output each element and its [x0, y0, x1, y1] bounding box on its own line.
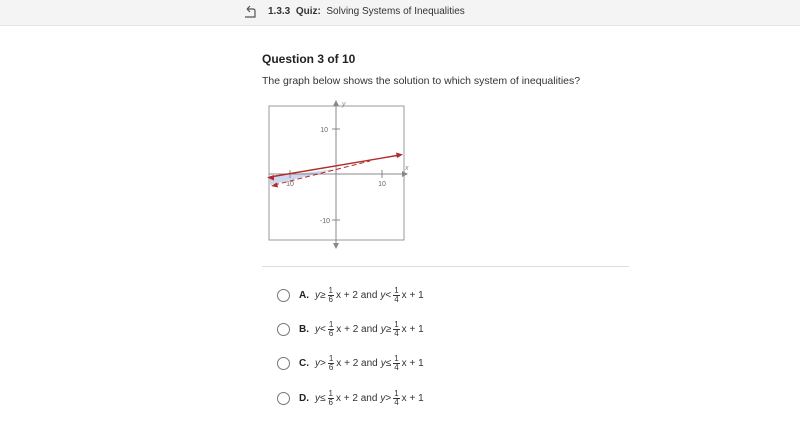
choice-letter: C.	[299, 357, 309, 369]
choice-c[interactable]	[277, 351, 424, 375]
choice-expression: y > $\frac{1}{6}$ x + 2 and y ≤ $\frac{1}{4}$ x + 1	[315, 353, 424, 372]
y-tick-label-pos: 10	[320, 127, 328, 134]
x-axis-label: x	[405, 165, 409, 172]
quiz-title: Solving Systems of Inequalities	[326, 6, 465, 17]
question-prompt: The graph below shows the solution to which system of inequalities?	[262, 75, 581, 87]
choice-letter: D.	[299, 392, 309, 404]
choice-expression: y ≥ $\frac{1}{6}$ x + 2 and y < $\frac{1}{4}$ x + 1	[315, 285, 424, 304]
divider	[262, 266, 629, 267]
y-tick-label-neg: -10	[319, 218, 330, 225]
choice-letter: B.	[299, 323, 309, 335]
choice-b[interactable]	[277, 317, 424, 341]
fraction: $\frac{1}{6}$	[328, 285, 333, 304]
back-arrow-icon[interactable]	[244, 5, 258, 19]
fraction: $\frac{1}{4}$	[394, 388, 399, 407]
y-axis-label: y	[342, 101, 346, 108]
y-axis-arrow-down	[333, 243, 339, 249]
section-number: 1.3.3	[268, 6, 291, 17]
fraction: $\frac{1}{4}$	[394, 285, 399, 304]
fraction: $\frac{1}{4}$	[394, 319, 399, 338]
radio-button[interactable]	[277, 392, 290, 405]
radio-button[interactable]	[277, 323, 290, 336]
choice-expression: y < $\frac{1}{6}$ x + 2 and y ≥ $\frac{1}{4}$ x + 1	[315, 319, 424, 338]
fraction: $\frac{1}{6}$	[328, 388, 333, 407]
choice-expression: y ≤ $\frac{1}{6}$ x + 2 and y > $\frac{1}{4}$ x + 1	[315, 388, 424, 407]
fraction: $\frac{1}{6}$	[328, 319, 334, 338]
quiz-header-bar	[0, 0, 800, 26]
choice-d[interactable]	[277, 386, 424, 410]
quiz-label: Quiz:	[295, 6, 321, 17]
inequality-graph	[262, 99, 412, 251]
fraction: $\frac{1}{4}$	[394, 353, 399, 372]
breadcrumb	[268, 6, 465, 17]
radio-button[interactable]	[277, 357, 290, 370]
x-tick-label-neg: 10	[286, 181, 294, 188]
x-tick-label-pos: 10	[378, 181, 386, 188]
choice-a[interactable]	[277, 283, 424, 307]
fraction: $\frac{1}{6}$	[328, 353, 334, 372]
y-axis-arrow-up	[333, 100, 339, 106]
question-number: Question 3 of 10	[262, 52, 356, 66]
radio-button[interactable]	[277, 289, 290, 302]
choice-letter: A.	[299, 289, 309, 301]
